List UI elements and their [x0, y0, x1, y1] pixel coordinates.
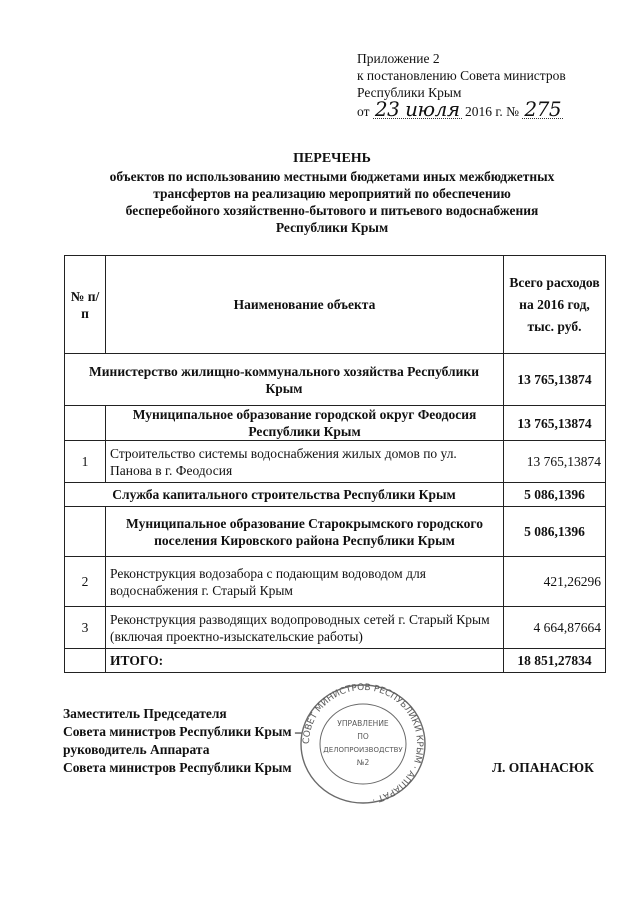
municipality-2-name: Муниципальное образование Старокрымского городского поселения Кировского района Республики Крым: [106, 507, 504, 557]
table-row-item-1: [65, 441, 606, 483]
stamp-inner-line-1: УПРАВЛЕНИЕ: [337, 719, 389, 728]
ministry-sum: 13 765,13874: [504, 354, 606, 406]
title-line-3: бесперебойного хозяйственно-бытового и питьевого водоснабжения: [125, 203, 539, 218]
document-title: [60, 150, 604, 236]
appendix-line-2: к постановлению Совета министров: [357, 68, 566, 83]
stamp-seal-icon: [298, 682, 428, 806]
item-1-name: Строительство системы водоснабжения жилых домов по ул. Панова в г. Феодосия: [106, 441, 504, 483]
empty-cell: [65, 507, 106, 557]
total-sum: 18 851,27834: [504, 649, 606, 673]
title-main: ПЕРЕЧЕНЬ: [293, 151, 371, 166]
item-3-name: Реконструкция разводящих водопроводных сетей г. Старый Крым (включая проектно-изыскательские работы): [106, 607, 504, 649]
item-3-sum: 4 664,87664: [504, 607, 606, 649]
signature-line-1: Заместитель Председателя: [63, 706, 227, 721]
header-num: № п/п: [65, 256, 106, 354]
municipality-1-sum: 13 765,13874: [504, 406, 606, 441]
signature-line-4: Совета министров Республики Крым: [63, 760, 292, 775]
table-row-municipality-1: [65, 406, 606, 441]
item-2-sum: 421,26296: [504, 557, 606, 607]
header-sum: Всего расходов на 2016 год, тыс. руб.: [504, 256, 606, 354]
item-2-num: 2: [65, 557, 106, 607]
header-name: Наименование объекта: [106, 256, 504, 354]
municipality-1-name: Муниципальное образование городской округ Феодосия Республики Крым: [106, 406, 504, 441]
appendix-block: [357, 50, 627, 120]
empty-cell: [65, 406, 106, 441]
appendix-date-line: [357, 97, 627, 121]
service-name: Служба капитального строительства Республики Крым: [65, 483, 504, 507]
service-sum: 5 086,1396: [504, 483, 606, 507]
date-year: 2016 г. №: [465, 104, 520, 119]
appendix-line-3: Республики Крым: [357, 85, 462, 100]
table-row-ministry: [65, 354, 606, 406]
appendix-line-1: Приложение 2: [357, 51, 440, 66]
item-1-num: 1: [65, 441, 106, 483]
ministry-name: Министерство жилищно-коммунального хозяйства Республики Крым: [65, 354, 504, 406]
empty-cell: [65, 649, 106, 673]
table-row-total: [65, 649, 606, 673]
item-1-sum: 13 765,13874: [504, 441, 606, 483]
stamp-inner-ring: [320, 704, 406, 784]
title-line-1: объектов по использованию местными бюджетами иных межбюджетных: [109, 169, 555, 184]
stamp-inner-line-2: ПО: [357, 732, 369, 741]
signature-line-3: руководитель Аппарата: [63, 742, 210, 757]
handwritten-number: 275: [524, 97, 562, 121]
item-2-name: Реконструкция водозабора с подающим водоводом для водоснабжения г. Старый Крым: [106, 557, 504, 607]
handwritten-date: 23 июля: [374, 97, 460, 121]
item-3-num: 3: [65, 607, 106, 649]
stamp-inner-line-4: №2: [356, 758, 370, 767]
municipality-2-sum: 5 086,1396: [504, 507, 606, 557]
signature-line-2: Совета министров Республики Крым –: [63, 724, 302, 739]
date-prefix: от: [357, 104, 370, 119]
signer-name: Л. ОПАНАСЮК: [492, 760, 594, 775]
table-row-service: [65, 483, 606, 507]
table-row-item-2: [65, 557, 606, 607]
title-line-2: трансфертов на реализацию мероприятий по обеспечению: [153, 186, 511, 201]
title-line-4: Республики Крым: [275, 220, 389, 235]
table-row-municipality-2: [65, 507, 606, 557]
table-row-item-3: [65, 607, 606, 649]
table-header-row: [65, 256, 606, 354]
total-label: ИТОГО:: [106, 649, 504, 673]
stamp-inner-line-3: ДЕЛОПРОИЗВОДСТВУ: [323, 746, 403, 754]
objects-table: [64, 255, 606, 673]
stamp-outer-text: СОВЕТ МИНИСТРОВ РЕСПУБЛИКИ КРЫМ · АППАРАТ ·: [301, 682, 425, 805]
